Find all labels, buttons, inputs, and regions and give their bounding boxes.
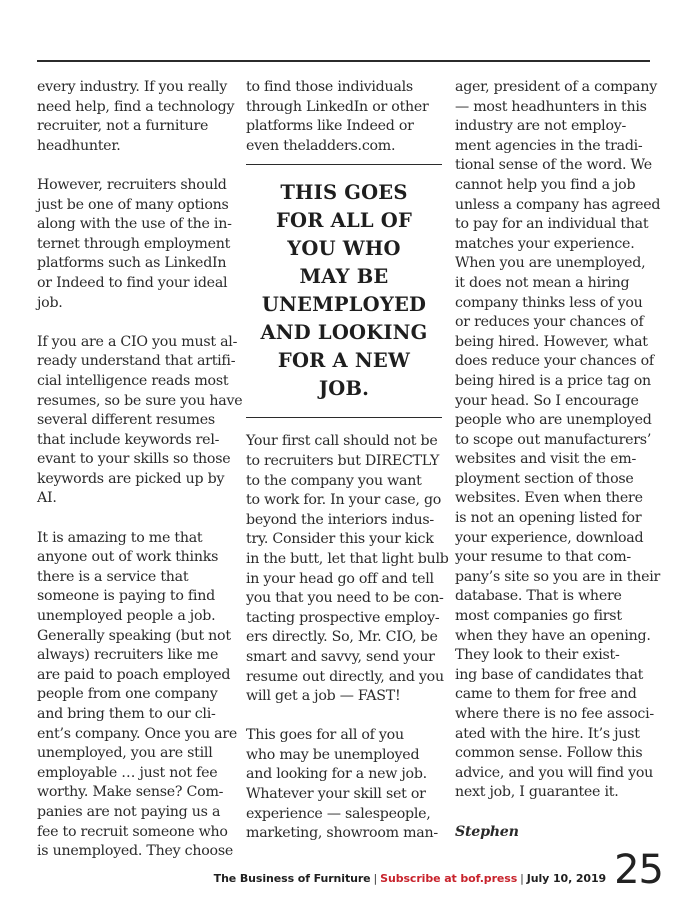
text-line: AND LOOKING	[260, 321, 428, 345]
text-line: people from one company	[37, 686, 218, 703]
text-line: unless a company has agreed	[455, 196, 661, 213]
text-line: job.	[37, 294, 63, 311]
text-line: Generally speaking (but not	[37, 627, 231, 644]
text-line: you that you need to be con-	[246, 590, 444, 607]
text-line: in the butt, let that light bulb	[246, 550, 449, 567]
text-line: It is amazing to me that	[37, 529, 203, 546]
text-line: employable … just not fee	[37, 764, 218, 781]
text-line: unemployed, you are still	[37, 745, 213, 762]
text-line: smart and savvy, send your	[246, 648, 435, 665]
text-line: UNEMPLOYED	[261, 293, 427, 317]
paragraph	[37, 333, 243, 509]
text-line: ready understand that artifi-	[37, 353, 236, 370]
text-line: when they have an opening.	[455, 627, 651, 644]
paragraph	[37, 78, 233, 156]
text-line: to scope out manufacturers’	[455, 431, 652, 448]
text-line: are paid to poach employed	[37, 666, 231, 683]
text-line: to pay for an individual that	[455, 216, 649, 233]
text-line: or Indeed to find your ideal	[37, 274, 228, 291]
text-line: ment agencies in the tradi-	[455, 137, 643, 154]
text-line: along with the use of the in-	[37, 216, 232, 233]
text-line: cannot help you find a job	[455, 176, 636, 193]
text-line: beyond the interiors indus-	[246, 511, 434, 528]
text-line: and looking for a new job.	[246, 766, 427, 783]
text-line: just be one of many options	[37, 196, 229, 213]
issue-date: July 10, 2019	[526, 872, 607, 885]
text-line: that include keywords rel-	[37, 431, 220, 448]
text-line: being hired is a price tag on	[455, 372, 651, 389]
text-line: MAY BE	[299, 265, 389, 289]
text-line: even theladders.com.	[246, 137, 396, 154]
top-rule	[37, 60, 650, 62]
text-line: websites. Even when there	[455, 490, 643, 507]
text-line: If you are a CIO you must al-	[37, 333, 238, 350]
text-line: recruiter, not a furniture	[37, 118, 209, 135]
text-line: in your head go off and tell	[246, 570, 434, 587]
article-column-1	[37, 78, 243, 862]
text-line: THIS GOES	[280, 181, 408, 205]
text-line: ing base of candidates that	[455, 666, 644, 683]
text-line: JOB.	[318, 377, 370, 401]
text-line: your head. So I encourage	[455, 392, 639, 409]
text-line: unemployed people a job.	[37, 608, 216, 625]
text-line: someone is paying to find	[37, 588, 215, 605]
paragraph	[246, 726, 442, 844]
text-line: ers directly. So, Mr. CIO, be	[246, 629, 438, 646]
text-line: tional sense of the word. We	[455, 157, 652, 174]
text-line: to recruiters but DIRECTLY	[246, 452, 440, 469]
text-line: there is a service that	[37, 568, 189, 585]
text-line: is unemployed. They choose	[37, 843, 233, 860]
text-line: FOR A NEW	[277, 349, 411, 373]
text-line: ent’s company. Once you are	[37, 725, 238, 742]
text-line: people who are unemployed	[455, 412, 652, 429]
text-line: However, recruiters should	[37, 176, 227, 193]
text-line: platforms like Indeed or	[246, 118, 414, 135]
text-line: being hired. However, what	[455, 333, 648, 350]
text-line: to find those individuals	[246, 79, 413, 95]
article-column-3	[455, 78, 661, 842]
text-line: ated with the hire. It’s just	[455, 725, 640, 742]
text-line: your experience, download	[455, 529, 644, 546]
text-line: most companies go first	[455, 608, 622, 625]
text-line: matches your experience.	[455, 235, 635, 252]
paragraph	[37, 176, 233, 313]
text-line: to the company you want	[246, 472, 422, 489]
text-line: This goes for all of you	[246, 727, 404, 744]
text-line: resumes, so be sure you have	[37, 392, 243, 409]
pullquote-bottom-rule	[246, 417, 442, 418]
text-line: database. That is where	[455, 588, 622, 605]
text-line: They look to their exist-	[455, 647, 620, 664]
article-column-2	[246, 78, 449, 844]
text-line: or reduces your chances of	[455, 314, 644, 331]
text-line: Your first call should not be	[246, 433, 438, 450]
text-line: FOR ALL OF	[276, 209, 412, 233]
page-number: 25	[614, 847, 663, 893]
pullquote-top-rule	[246, 164, 442, 165]
text-line: next job, I guarantee it.	[455, 784, 619, 801]
text-line: AI.	[37, 490, 57, 507]
text-line: — most headhunters in this	[455, 98, 647, 115]
text-line: every industry. If you really	[37, 79, 227, 95]
text-line: ager, president of a company	[455, 79, 657, 95]
text-line: your resume to that com-	[455, 549, 631, 566]
text-line: websites and visit the em-	[455, 451, 636, 468]
text-line: cial intelligence reads most	[37, 372, 229, 389]
text-line: ployment section of those	[455, 470, 634, 487]
page-footer	[213, 847, 663, 893]
paragraph	[37, 529, 238, 862]
text-line: resume out directly, and you	[246, 668, 444, 685]
text-line: keywords are picked up by	[37, 470, 225, 487]
text-line: panies are not paying us a	[37, 803, 221, 820]
text-line: pany’s site so you are in their	[455, 568, 661, 585]
text-line: does reduce your chances of	[455, 353, 654, 370]
text-line: through LinkedIn or other	[246, 98, 429, 115]
footer-text	[214, 872, 606, 885]
text-line: need help, find a technology	[37, 98, 235, 115]
subscribe-link[interactable]: Subscribe at bof.press	[380, 872, 518, 885]
text-line: common sense. Follow this	[455, 745, 643, 762]
paragraph	[246, 78, 442, 156]
text-line: is not an opening listed for	[455, 510, 642, 527]
paragraph	[246, 432, 449, 706]
text-line: marketing, showroom man-	[246, 825, 438, 842]
text-line: platforms such as LinkedIn	[37, 255, 227, 272]
text-line: Whatever your skill set or	[246, 786, 426, 803]
publication-name: The Business of Furniture	[213, 872, 371, 885]
text-line: try. Consider this your kick	[246, 531, 434, 548]
footer-separator: |	[373, 872, 378, 885]
text-line: headhunter.	[37, 137, 121, 154]
paragraph	[455, 78, 661, 803]
text-line: industry are not employ-	[455, 118, 627, 135]
text-line: When you are unemployed,	[455, 255, 646, 272]
pullquote	[246, 179, 442, 403]
text-line: it does not mean a hiring	[455, 274, 630, 291]
text-line: came to them for free and	[455, 686, 637, 703]
text-line: YOU WHO	[287, 237, 401, 261]
text-line: several different resumes	[37, 412, 215, 429]
footer-separator: |	[520, 872, 524, 885]
text-line: ternet through employment	[37, 235, 231, 252]
author-signature: Stephen	[455, 823, 519, 840]
text-line: experience — salespeople,	[246, 805, 431, 822]
text-line: anyone out of work thinks	[37, 549, 219, 566]
text-line: tacting prospective employ-	[246, 609, 440, 626]
text-line: will get a job — FAST!	[246, 688, 401, 705]
text-line: and bring them to our cli-	[37, 706, 216, 722]
text-line: who may be unemployed	[246, 746, 420, 763]
text-line: always) recruiters like me	[37, 647, 219, 664]
text-line: advice, and you will find you	[455, 764, 654, 781]
text-line: to work for. In your case, go	[246, 492, 442, 509]
text-line: evant to your skills so those	[37, 451, 231, 468]
text-line: worthy. Make sense? Com-	[37, 784, 224, 801]
text-line: company thinks less of you	[455, 294, 643, 311]
text-line: where there is no fee associ-	[455, 706, 654, 722]
text-line: fee to recruit someone who	[37, 823, 228, 840]
